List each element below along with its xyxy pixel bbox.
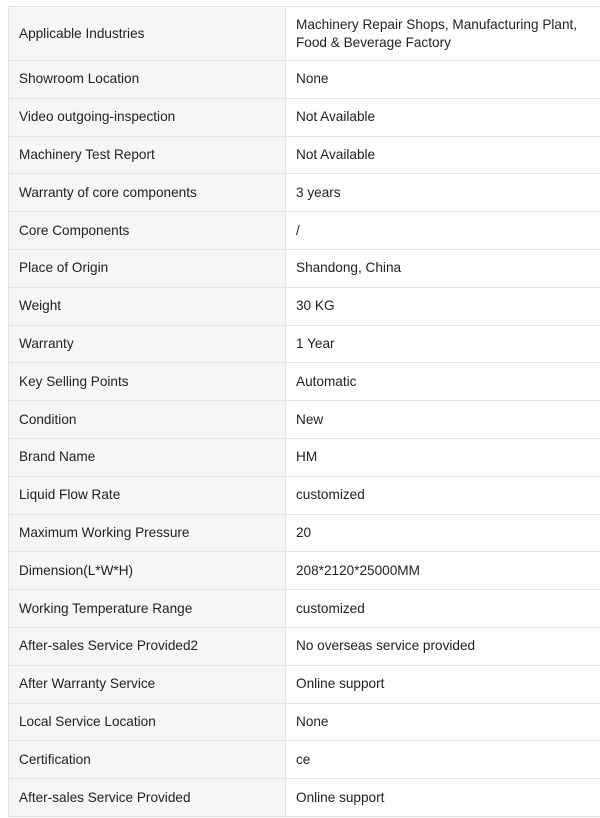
row-value: Online support [286,779,600,817]
row-value: 20 [286,514,600,552]
row-value: None [286,61,600,99]
row-label: Showroom Location [9,61,286,99]
row-value: Not Available [286,98,600,136]
row-value: ce [286,741,600,779]
row-value: customized [286,590,600,628]
row-label: Dimension(L*W*H) [9,552,286,590]
row-label: Core Components [9,212,286,250]
row-label: After Warranty Service [9,665,286,703]
row-value: 1 Year [286,325,600,363]
table-row [9,779,600,817]
row-label: Warranty [9,325,286,363]
row-value: 30 KG [286,287,600,325]
row-label: Weight [9,287,286,325]
table-row [9,325,600,363]
table-row [9,98,600,136]
row-label: Warranty of core components [9,174,286,212]
row-value: Machinery Repair Shops, Manufacturing Plant, Food & Beverage Factory [286,7,600,61]
table-row [9,590,600,628]
row-label: Local Service Location [9,703,286,741]
table-row [9,703,600,741]
row-value: New [286,401,600,439]
table-row [9,174,600,212]
table-row [9,438,600,476]
row-value: 3 years [286,174,600,212]
row-label: Machinery Test Report [9,136,286,174]
table-row [9,7,600,61]
row-value: / [286,212,600,250]
table-row [9,136,600,174]
row-label: Maximum Working Pressure [9,514,286,552]
table-row [9,627,600,665]
row-value: customized [286,476,600,514]
row-label: Liquid Flow Rate [9,476,286,514]
row-label: Condition [9,401,286,439]
table-row [9,514,600,552]
table-row [9,212,600,250]
row-value: Shandong, China [286,249,600,287]
row-label: Certification [9,741,286,779]
row-label: Brand Name [9,438,286,476]
spec-table [8,6,600,817]
row-label: Video outgoing-inspection [9,98,286,136]
table-row [9,476,600,514]
table-row [9,363,600,401]
table-row [9,61,600,99]
row-label: Place of Origin [9,249,286,287]
row-label: After-sales Service Provided2 [9,627,286,665]
table-row [9,287,600,325]
table-row [9,741,600,779]
table-row [9,401,600,439]
row-label: Key Selling Points [9,363,286,401]
row-value: No overseas service provided [286,627,600,665]
row-value: Not Available [286,136,600,174]
row-label: Applicable Industries [9,7,286,61]
spec-table-body [9,7,600,817]
table-row [9,552,600,590]
row-value: Online support [286,665,600,703]
row-label: Working Temperature Range [9,590,286,628]
row-label: After-sales Service Provided [9,779,286,817]
row-value: HM [286,438,600,476]
table-row [9,249,600,287]
row-value: Automatic [286,363,600,401]
table-row [9,665,600,703]
row-value: None [286,703,600,741]
row-value: 208*2120*25000MM [286,552,600,590]
